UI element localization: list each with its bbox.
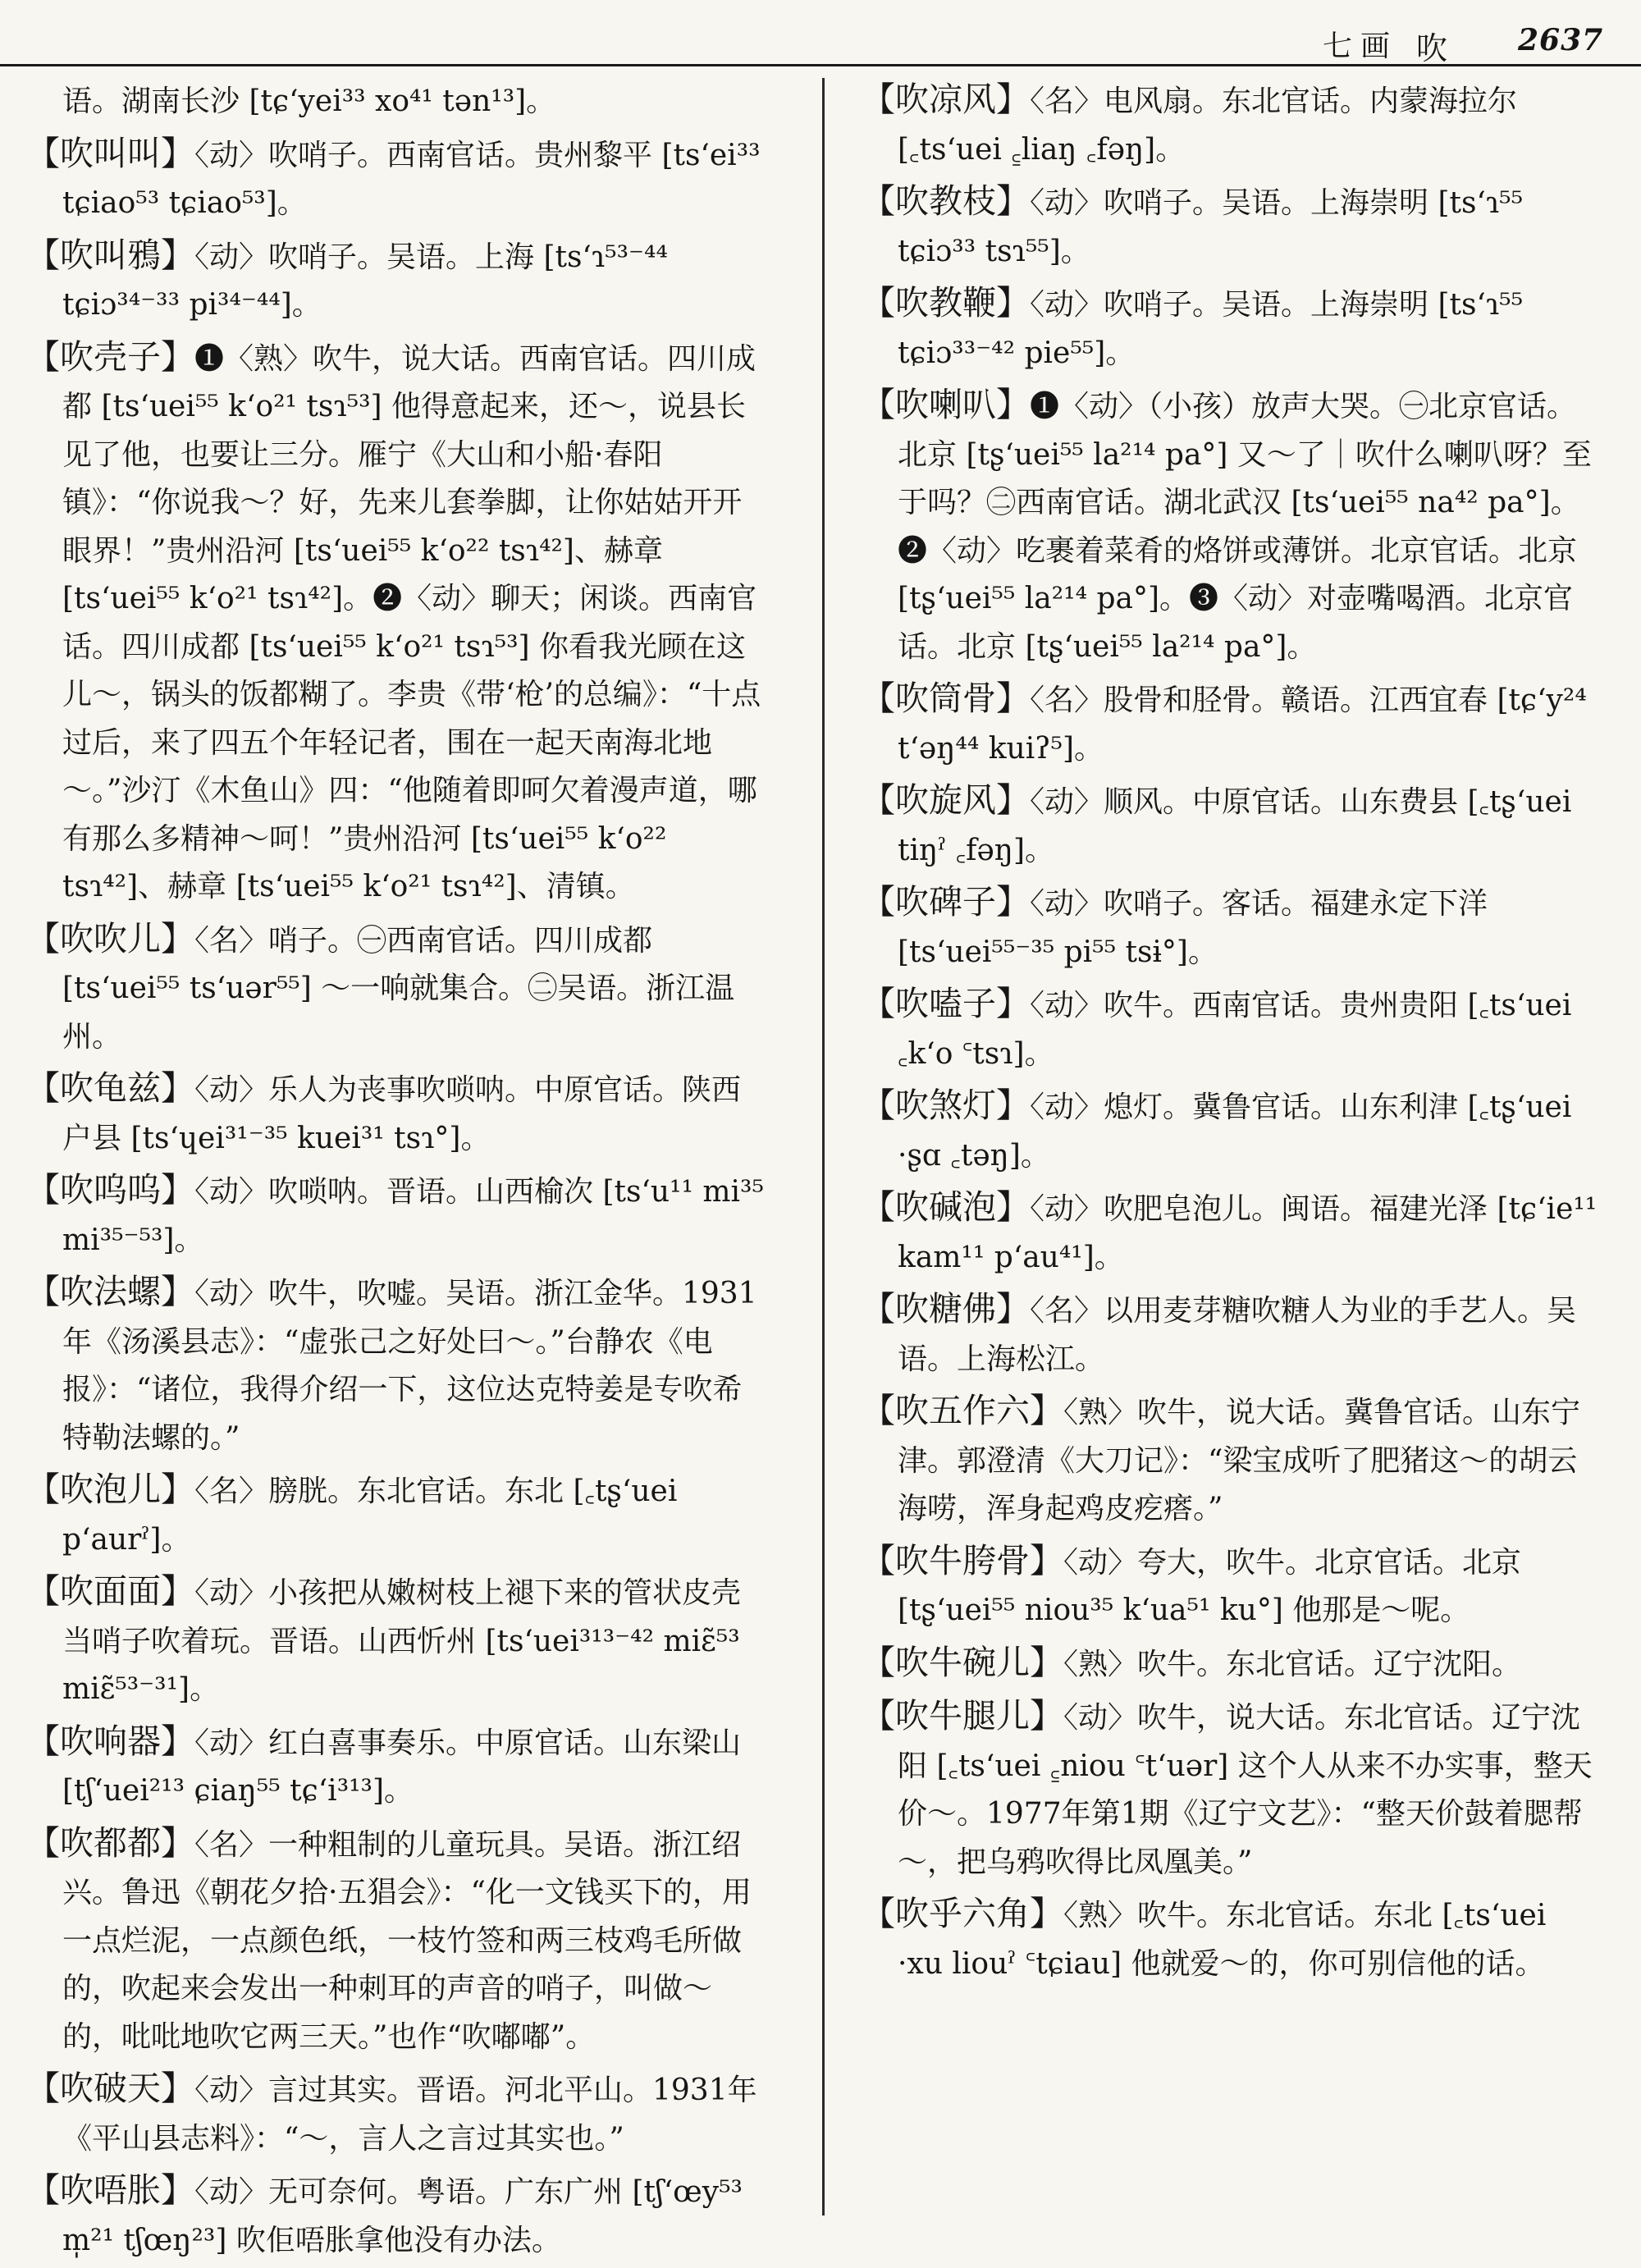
entry-headword: 【吹糖佛】: [862, 1289, 1030, 1328]
header-character: 吹: [1416, 30, 1448, 66]
entry-definition: 〈动〉无可奈何。粤语。广东广州 [tʃʻœy⁵³ m̩²¹ tʃœŋ²³] 吹佢唔胀拿他没有办法。: [62, 2175, 743, 2257]
dictionary-entry: [862, 75, 1600, 174]
entry-definition: 〈动〉吹唢呐。晋语。山西榆次 [tsʻu¹¹ mi³⁵ mi³⁵⁻⁵³]。: [62, 1175, 764, 1257]
entry-definition: 〈动〉熄灯。冀鲁官话。山东利津 [꜀tʂʻuei ·ʂɑ ꜀təŋ]。: [898, 1091, 1572, 1173]
column-divider: [822, 78, 825, 2215]
entry-definition: 〈动〉吹牛。西南官话。贵州贵阳 [꜀tsʻuei ꜀kʻo ꜂tsɿ]。: [898, 989, 1572, 1071]
dictionary-entry: [26, 333, 765, 912]
dictionary-entry: [26, 1064, 765, 1163]
dictionary-entry: [26, 1166, 765, 1264]
entry-headword: 【吹呜呜】: [26, 1170, 194, 1209]
dictionary-entry: [862, 1183, 1600, 1282]
entry-definition: 〈动〉顺风。中原官话。山东费县 [꜀tʂʻuei tiŋˀ ꜀fəŋ]。: [898, 785, 1572, 867]
entry-headword: 【吹煞灯】: [862, 1086, 1030, 1125]
entry-headword: 【吹嗑子】: [862, 984, 1030, 1023]
entry-headword: 【吹唔胀】: [26, 2170, 194, 2210]
left-column: [26, 75, 765, 2268]
entry-headword: 【吹凉风】: [862, 80, 1030, 119]
dictionary-entry: [26, 75, 765, 126]
entry-definition: 〈名〉电风扇。东北官话。内蒙海拉尔 [꜀tsʻuei ꜁liaŋ ꜀fəŋ]。: [898, 85, 1518, 167]
entry-definition: 〈动〉吹哨子。吴语。上海崇明 [tsʻɿ⁵⁵ tɕiɔ³³⁻⁴² pie⁵⁵]。: [898, 288, 1524, 370]
entry-definition: 〈动〉小孩把从嫩树枝上褪下来的管状皮壳当哨子吹着玩。晋语。山西忻州 [tsʻuei³¹³⁻⁴² miɛ̃⁵³ miɛ̃⁵³⁻³¹]。: [62, 1576, 742, 1706]
dictionary-entry: [862, 177, 1600, 276]
dictionary-entry: [26, 130, 765, 228]
entry-definition: 〈熟〉吹牛。东北官话。辽宁沈阳。: [1063, 1647, 1522, 1681]
entry-definition: 〈动〉吹哨子。客话。福建永定下洋 [tsʻuei⁵⁵⁻³⁵ pi⁵⁵ tsɨ°]。: [898, 887, 1488, 969]
entry-definition: 〈名〉股骨和胫骨。赣语。江西宜春 [tɕʻy²⁴ tʻəŋ⁴⁴ kuiʔ⁵]。: [898, 684, 1587, 766]
dictionary-entry: [862, 1387, 1600, 1534]
page-header: [0, 0, 1641, 66]
entry-headword: 【吹教鞭】: [862, 283, 1030, 322]
entry-definition: 〈动〉夸大，吹牛。北京官话。北京 [tʂʻuei⁵⁵ niou³⁵ kʻua⁵¹ ku°] 他那是～呢。: [898, 1545, 1522, 1627]
entry-headword: 【吹碑子】: [862, 882, 1030, 921]
dictionary-entry: [26, 1717, 765, 1816]
entry-definition: 〈动〉吹哨子。吴语。上海崇明 [tsʻɿ⁵⁵ tɕiɔ³³ tsɿ⁵⁵]。: [898, 186, 1524, 268]
entry-definition: 〈动〉言过其实。晋语。河北平山。1931年《平山县志料》：“～，言人之言过其实也。”: [62, 2074, 757, 2156]
dictionary-entry: [862, 1285, 1600, 1383]
entry-headword: 【吹吹儿】: [26, 918, 194, 958]
entry-headword: 【吹面面】: [26, 1571, 194, 1611]
dictionary-entry: [862, 1537, 1600, 1635]
entry-headword: 【吹壳子】: [26, 336, 194, 377]
dictionary-entry: [26, 1819, 765, 2062]
entry-headword: 【吹旋风】: [862, 780, 1030, 820]
dictionary-entry: [862, 878, 1600, 976]
page-number: 2637: [1518, 23, 1604, 57]
entry-headword: 【吹五作六】: [862, 1391, 1063, 1430]
entry-headword: 【吹喇叭】: [862, 385, 1030, 424]
entry-headword: 【吹破天】: [26, 2069, 194, 2108]
dictionary-entry: [862, 279, 1600, 377]
entry-definition: 〈名〉哨子。㊀西南官话。四川成都 [tsʻuei⁵⁵ tsʻuər⁵⁵] ～一响就集合。㊁吴语。浙江温州。: [62, 923, 735, 1054]
entry-headword: 【吹碱泡】: [862, 1187, 1030, 1227]
dictionary-entry: [862, 980, 1600, 1078]
dictionary-entry: [26, 1567, 765, 1714]
entry-headword: 【吹牛碗儿】: [862, 1642, 1063, 1682]
dictionary-entry: [26, 1466, 765, 1564]
entry-headword: 【吹牛胯骨】: [862, 1540, 1063, 1580]
dictionary-entry: [26, 915, 765, 1062]
entry-headword: 【吹牛腿儿】: [862, 1696, 1063, 1735]
entry-definition: 〈动〉吹牛，说大话。东北官话。辽宁沈阳 [꜀tsʻuei ꜁niou ꜂tʻuər] 这个人从来不办实事，整天价～。1977年第1期《辽宁文艺》：“整天价鼓着腮帮～，把乌鸦吹得比凤凰美。”: [898, 1701, 1593, 1879]
dictionary-entry: [862, 1081, 1600, 1180]
entry-definition: 〈动〉吹牛，吹嘘。吴语。浙江金华。1931年《汤溪县志》：“虚张己之好处曰～。”台静农《电报》：“诸位，我得介绍一下，这位达克特姜是专吹希特勒法螺的。”: [62, 1277, 757, 1455]
entry-definition: 〈动〉乐人为丧事吹唢呐。中原官话。陕西户县 [tsʻɥei³¹⁻³⁵ kuei³¹ tsɿ°]。: [62, 1073, 742, 1155]
entry-definition: 〈动〉红白喜事奏乐。中原官话。山东梁山 [tʃʻuei²¹³ ɕiaŋ⁵⁵ tɕʻi³¹³]。: [62, 1726, 742, 1808]
dictionary-entry: [26, 2166, 765, 2265]
entry-definition: 〈动〉吹肥皂泡儿。闽语。福建光泽 [tɕʻie¹¹ kam¹¹ pʻau⁴¹]。: [898, 1192, 1598, 1274]
entry-headword: 【吹乎六角】: [862, 1894, 1063, 1933]
entry-headword: 【吹响器】: [26, 1721, 194, 1761]
entry-definition: 〈名〉膀胱。东北官话。东北 [꜀tʂʻuei pʻaurˀ]。: [62, 1475, 678, 1557]
dictionary-entry: [862, 381, 1600, 671]
dictionary-entry: [26, 231, 765, 330]
dictionary-entry: [862, 674, 1600, 773]
entry-definition: 〈动〉吹哨子。西南官话。贵州黎平 [tsʻei³³ tɕiao⁵³ tɕiao⁵³]。: [62, 138, 761, 220]
entry-headword: 【吹教枝】: [862, 181, 1030, 221]
entry-headword: 【吹叫叫】: [26, 133, 194, 173]
dictionary-entry: [862, 776, 1600, 875]
dictionary-entry: [26, 1268, 765, 1462]
entry-headword: 【吹叫鴉】: [26, 235, 194, 275]
entry-definition: 〈名〉一种粗制的儿童玩具。吴语。浙江绍兴。鲁迅《朝花夕拾·五猖会》：“化一文钱买下的，用一点烂泥，一点颜色纸，一枝竹签和两三枝鸡毛所做的，吹起来会发出一种刺耳的声音的哨子，叫做～的，吡吡地吹它两三天。”也作“吹嘟嘟”。: [62, 1827, 752, 2054]
dictionary-entry: [26, 2065, 765, 2163]
entry-headword: 【吹法螺】: [26, 1272, 194, 1311]
dictionary-entry: [862, 1890, 1600, 1988]
entry-definition: 〈动〉吹哨子。吴语。上海 [tsʻɿ⁵³⁻⁴⁴ tɕiɔ³⁴⁻³³ pi³⁴⁻⁴⁴]。: [62, 240, 668, 322]
section-title: 七画: [1323, 30, 1399, 63]
entry-definition: ❶〈熟〉吹牛，说大话。西南官话。四川成都 [tsʻuei⁵⁵ kʻo²¹ tsɿ⁵³] 他得意起来，还～，说县长见了他，也要让三分。雁宁《大山和小船·春阳镇》：“你说我～？好，先来儿套拳脚，让你姑姑开开眼界！”贵州沿河 [tsʻuei⁵⁵ kʻo²² tsɿ⁴²]、赫章 [tsʻuei⁵⁵ kʻo²¹ tsɿ⁴²]。❷〈动〉聊天；闲谈。西南官话。四川成都 [tsʻuei⁵⁵ kʻo²¹ tsɿ⁵³] 你看我光顾在这儿～，锅头的饭都糊了。李贵《带‘枪’的总编》：“十点过后，来了四五个年轻记者，围在一起天南海北地～。”沙汀《木鱼山》四：“他随着即呵欠着漫声道，哪有那么多精神～呵！”贵州沿河 [tsʻuei⁵⁵ kʻo²² tsɿ⁴²]、赫章 [tsʻuei⁵⁵ kʻo²¹ tsɿ⁴²]、清镇。: [62, 341, 761, 903]
dictionary-entry: [862, 1639, 1600, 1690]
right-column: [862, 75, 1600, 1991]
entry-headword: 【吹筒骨】: [862, 679, 1030, 718]
entry-definition: 〈熟〉吹牛。东北官话。东北 [꜀tsʻuei ·xu liouˀ ꜂tɕiau] 他就爱～的，你可别信他的话。: [898, 1899, 1547, 1981]
entry-headword: 【吹龟兹】: [26, 1068, 194, 1108]
entry-headword: 【吹都都】: [26, 1822, 194, 1863]
dictionary-entry: [862, 1692, 1600, 1886]
entry-definition: 语。湖南长沙 [tɕʻyei³³ xo⁴¹ tən¹³]。: [62, 85, 556, 118]
entry-definition: 〈熟〉吹牛，说大话。冀鲁官话。山东宁津。郭澄清《大刀记》：“梁宝成听了肥猪这～的胡云海唠，浑身起鸡皮疙瘩。”: [898, 1396, 1581, 1525]
entry-definition: 〈名〉以用麦芽糖吹糖人为业的手艺人。吴语。上海松江。: [898, 1294, 1577, 1376]
entry-definition: ❶〈动〉（小孩）放声大哭。㊀北京官话。北京 [tʂʻuei⁵⁵ la²¹⁴ pa°] 又～了｜吹什么喇叭呀？至于吗？㊁西南官话。湖北武汉 [tsʻuei⁵⁵ na⁴² pa°]。❷〈动〉吃裹着菜肴的烙饼或薄饼。北京官话。北京 [tʂʻuei⁵⁵ la²¹⁴ pa°]。❸〈动〉对壶嘴喝酒。北京官话。北京 [tʂʻuei⁵⁵ la²¹⁴ pa°]。: [898, 390, 1592, 664]
entry-headword: 【吹泡儿】: [26, 1470, 194, 1509]
